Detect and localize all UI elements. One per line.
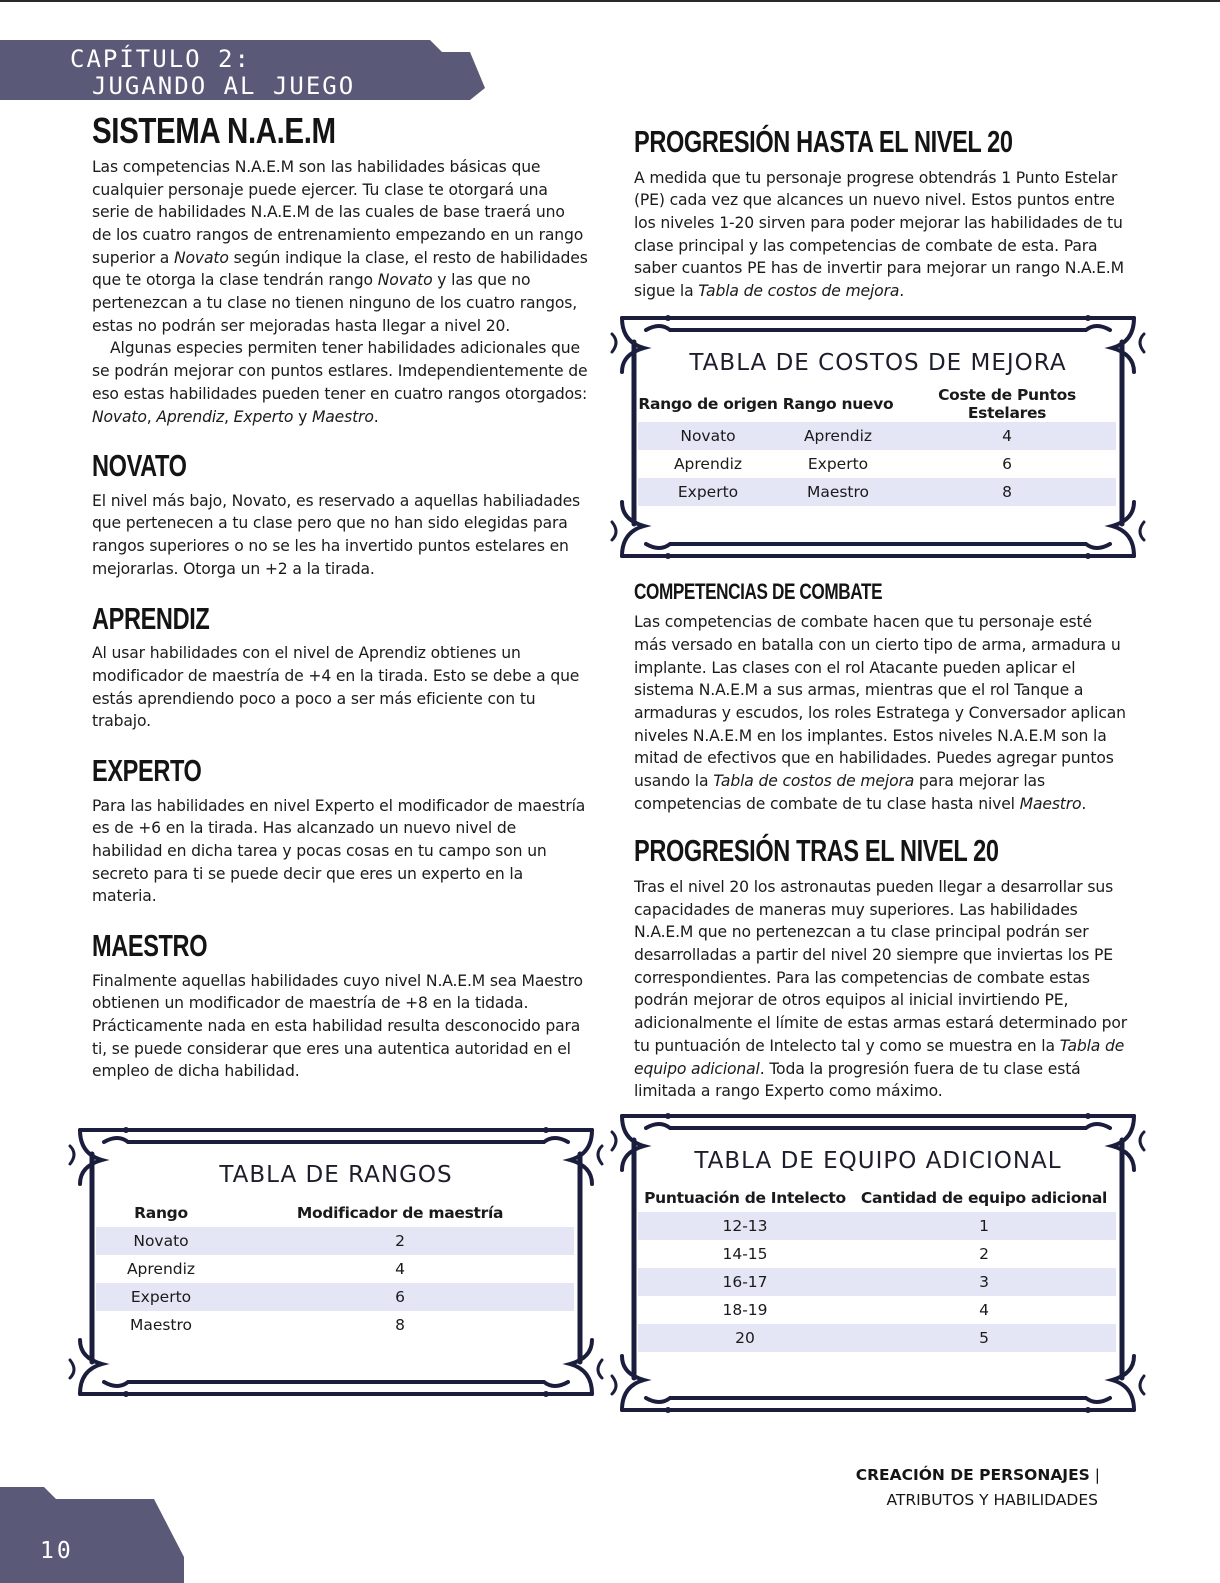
table-cell: 8: [898, 478, 1116, 506]
column-header: Rango: [134, 1204, 188, 1222]
column-header: Modificador de maestría: [296, 1204, 504, 1222]
table-cell: 2: [979, 1245, 989, 1263]
chapter-banner: [0, 40, 490, 106]
table-cell: Experto: [96, 1283, 226, 1311]
section-title-experto: EXPERTO: [92, 752, 202, 788]
table-row: [96, 1283, 574, 1311]
table-cell: 16-17: [638, 1268, 852, 1296]
table-cell: Aprendiz: [126, 1260, 196, 1278]
table-header-row: [638, 386, 1116, 422]
right-column: [634, 126, 1128, 303]
table-cell: 4: [979, 1301, 989, 1319]
table-header-row: [96, 1199, 574, 1227]
table-cell: 3: [852, 1268, 1116, 1296]
table-cell: Maestro: [778, 478, 898, 506]
table-cell: 8: [395, 1316, 405, 1334]
table-title-equipo: TABLA DE EQUIPO ADICIONAL: [694, 1148, 1062, 1174]
column-header: Cantidad de equipo adicional: [860, 1189, 1108, 1207]
experto-paragraph: Para las habilidades en nivel Experto el modificador de maestría es de +6 en la tirada. Has alcanzado un nuevo nivel de habilidad en dicha tarea y pocas cosas en tu campo son un secreto para ti se puede decir que eres un experto en la materia.: [92, 796, 586, 906]
table-cell: 4: [395, 1260, 405, 1278]
footer-section-label: CREACIÓN DE PERSONAJES: [855, 1466, 1090, 1484]
table-row: [638, 1268, 1116, 1296]
novato-paragraph: El nivel más bajo, Novato, es reservado a aquellas habiliadades que pertenecen a tu clase pero que no han sido elegidas para rangos superiores o no se les ha invertido puntos estelares en mejorarlas. Otorga un +2 a la tirada.: [92, 491, 580, 578]
table-cell: 1: [852, 1212, 1116, 1240]
column-header: Puntuación de Intelecto: [644, 1189, 846, 1207]
table-row: [96, 1311, 574, 1339]
section-title-naem: SISTEMA N.A.E.M: [92, 110, 336, 151]
table-row: [96, 1255, 574, 1283]
section-title-maestro: MAESTRO: [92, 928, 208, 964]
footer-subsection: ATRIBUTOS Y HABILIDADES: [886, 1491, 1098, 1509]
combate-paragraph: Las competencias de combate hacen que tu personaje esté más versado en batalla con un cierto tipo de arma, armadura u implante. Las clases con el rol Atacante pueden aplicar el sistema N.A.E.M a sus armas, mientras que el rol Tanque a armaduras y escudos, los roles Estratega y Conversador aplican niveles N.A.E.M en los implantes. Estos niveles N.A.E.M son la mitad de efectivos que en habilidades. Puedes agregar puntos usando la Tabla de costos de mejora para mejorar las competencias de combate de tu clase hasta nivel Maestro.: [634, 613, 1126, 813]
table-cell: 4: [898, 422, 1116, 450]
table-cell: 18-19: [722, 1301, 768, 1319]
table-cell: Aprendiz: [673, 455, 743, 473]
table-cell: 12-13: [638, 1212, 852, 1240]
page-number-tab: [0, 1487, 200, 1583]
naem-paragraph-1: Las competencias N.A.E.M son las habilidades básicas que cualquier personaje puede ejercer. Tu clase te otorgará una serie de habilidades N.A.E.M de las cuales de base traerá uno de los cuatro rangos de entrenamiento empezando en un rango superior a Novato según indique la clase, el resto de habilidades que te otorga la clase tendrán rango Novato y las que no pertenezcan a tu clase no tienen ninguno de los cuatro rangos, estas no podrán ser mejoradas hasta llegar a nivel 20.: [92, 157, 588, 335]
column-header: Coste de Puntos Estelares: [938, 386, 1076, 422]
footer-section: [856, 1466, 1100, 1484]
column-header: Rango nuevo: [782, 395, 894, 413]
table-frame-equipo: [608, 1110, 1148, 1416]
table-cell: 5: [852, 1324, 1116, 1352]
table-cell: Novato: [96, 1227, 226, 1255]
table-title-rangos: TABLA DE RANGOS: [219, 1162, 453, 1188]
section-title-combate: COMPETENCIAS DE COMBATE: [634, 579, 883, 604]
section-title-post20: PROGRESIÓN TRAS EL NIVEL 20: [634, 833, 999, 869]
post20-paragraph: Tras el nivel 20 los astronautas pueden llegar a desarrollar sus capacidades de maneras muy superiores. Las habilidades N.A.E.M que no pertenezcan a tu clase principal podrán ser desarrolladas a partir del nivel 20 siempre que inviertas los PE correspondientes. Para las competencias de combate estas podrán mejorar de otros equipos al inicial invirtiendo PE, adicionalmente el límite de estas armas estará determinado por tu puntuación de Intelecto tal y como se muestra en la Tabla de equipo adicional. Toda la progresión fuera de tu clase está limitada a rango Experto como máximo.: [634, 877, 1128, 1101]
table-cell: 2: [226, 1227, 574, 1255]
table-cell: Maestro: [129, 1316, 193, 1334]
maestro-paragraph: Finalmente aquellas habilidades cuyo nivel N.A.E.M sea Maestro obtienen un modificador de maestría de +8 en la tidada. Prácticamente nada en esta habilidad resulta desconocido para ti, se puede considerar que eres una autentica autoridad en el empleo de dicha habilidad.: [92, 971, 583, 1081]
progresion-paragraph: A medida que tu personaje progrese obtendrás 1 Punto Estelar (PE) cada vez que alcances un nuevo nivel. Estos puntos entre los niveles 1-20 sirven para poder mejorar las habilidades de tu clase principal y las competencias de combate de esta. Para saber cuantos PE has de invertir para mejorar un rango N.A.E.M sigue la Tabla de costos de mejora.: [634, 168, 1124, 301]
chapter-number: CAPÍTULO 2:: [70, 45, 251, 73]
table-row: [638, 422, 1116, 450]
table-frame-costos: [608, 312, 1148, 562]
table-cell: 6: [226, 1283, 574, 1311]
table-rangos: [96, 1199, 574, 1339]
footer-separator: |: [1089, 1466, 1100, 1484]
table-frame-rangos: [66, 1124, 606, 1400]
table-cell: 6: [1002, 455, 1012, 473]
table-cell: Novato: [638, 422, 778, 450]
table-row: [96, 1227, 574, 1255]
table-costos: [638, 386, 1116, 506]
column-header: Rango de origen: [638, 395, 778, 413]
aprendiz-paragraph: Al usar habilidades con el nivel de Aprendiz obtienes un modificador de maestría de +4 en la tirada. Esto se debe a que estás aprendiendo poco a poco a ser más eficiente con tu trabajo.: [92, 644, 580, 731]
page-number: 10: [40, 1538, 74, 1564]
left-column: [92, 112, 588, 1083]
chapter-title: JUGANDO AL JUEGO: [92, 72, 356, 100]
table-cell: 20: [638, 1324, 852, 1352]
table-cell: Experto: [807, 455, 869, 473]
table-equipo: [638, 1184, 1116, 1352]
section-title-progresion: PROGRESIÓN HASTA EL NIVEL 20: [634, 124, 1013, 159]
table-row: [638, 1212, 1116, 1240]
section-title-novato: NOVATO: [92, 448, 187, 484]
table-cell: 14-15: [722, 1245, 768, 1263]
top-rule: [0, 0, 1220, 2]
table-cell: Aprendiz: [778, 422, 898, 450]
table-row: [638, 1324, 1116, 1352]
naem-paragraph-2: Algunas especies permiten tener habilidades adicionales que se podrán mejorar con puntos estlares. Imdependientemente de eso estas habilidades pueden tener en cuatro rangos otorgados: Novato, Aprendiz, Experto y Maestro.: [92, 339, 588, 426]
table-row: [638, 1240, 1116, 1268]
table-cell: Experto: [638, 478, 778, 506]
table-title-costos: TABLA DE COSTOS DE MEJORA: [689, 350, 1067, 376]
section-title-aprendiz: APRENDIZ: [92, 600, 210, 636]
table-row: [638, 450, 1116, 478]
table-row: [638, 478, 1116, 506]
table-header-row: [638, 1184, 1116, 1212]
right-column-combat: [634, 580, 1128, 1103]
table-row: [638, 1296, 1116, 1324]
